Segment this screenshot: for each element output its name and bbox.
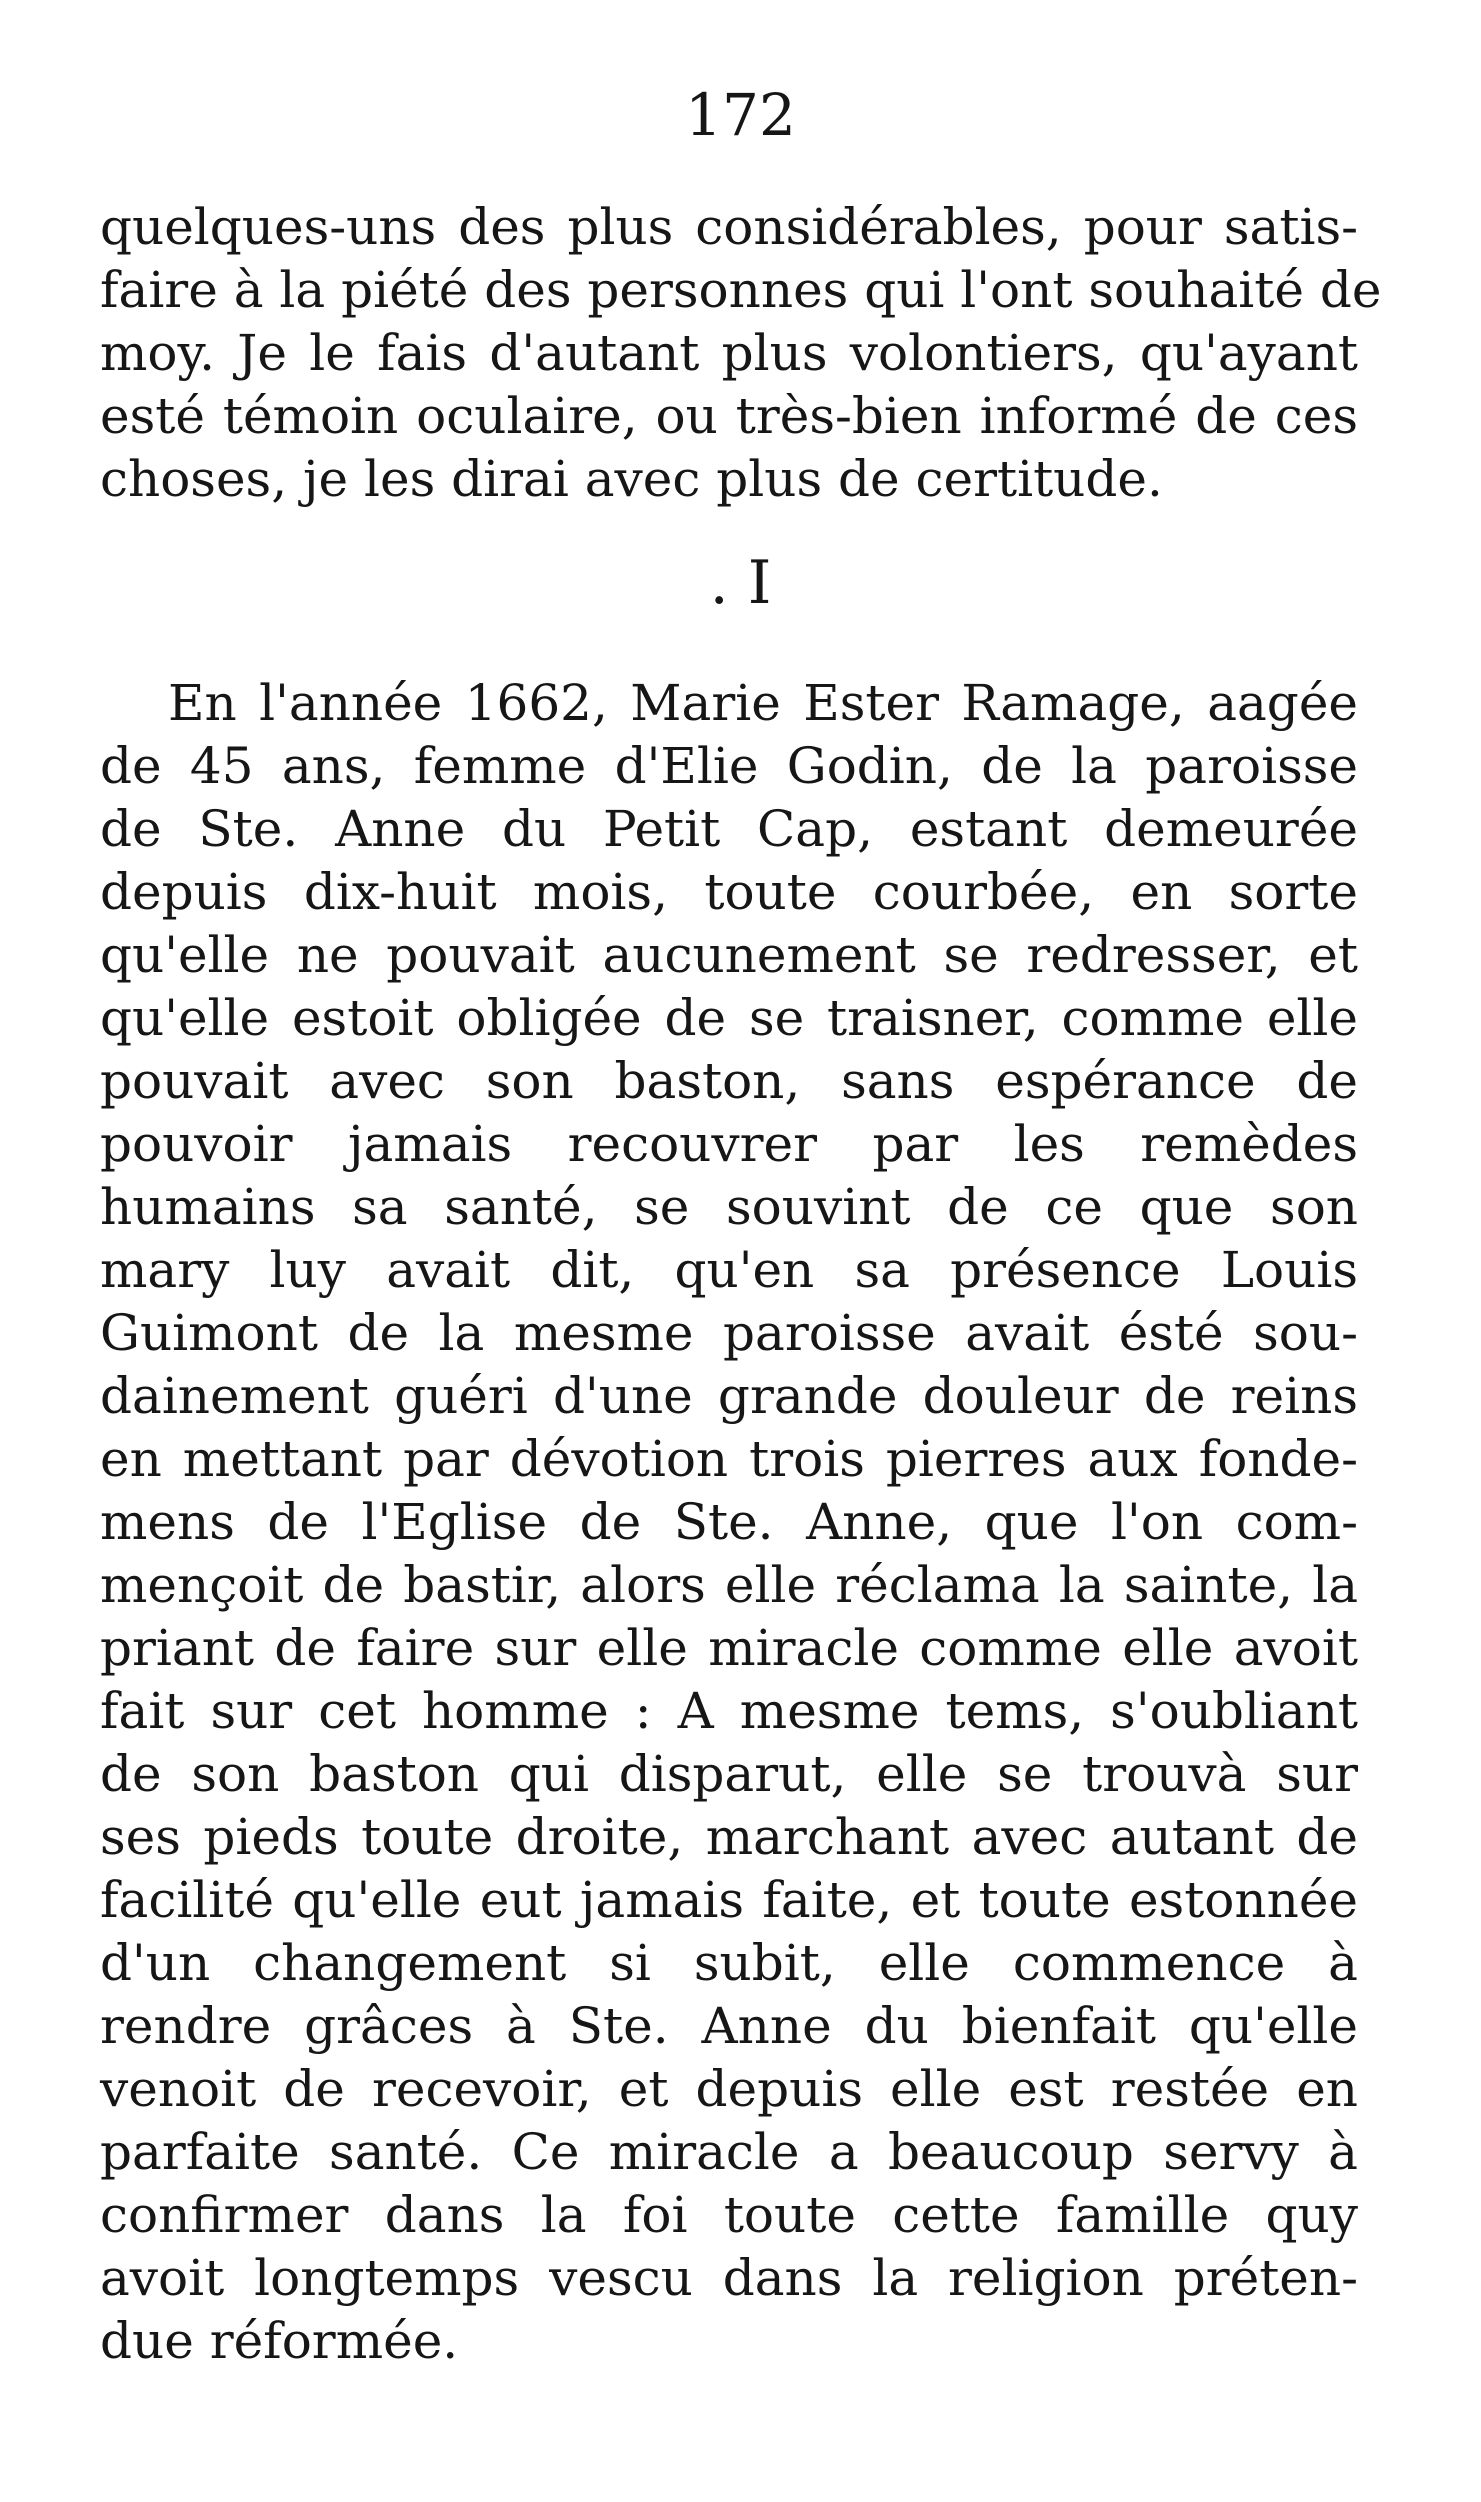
- text-line: pouvait avec son baston, sans espérance de: [100, 1052, 1358, 1110]
- text-line: En l'année 1662, Marie Ester Ramage, aagée: [168, 674, 1358, 732]
- text-line: priant de faire sur elle miracle comme elle avoit: [100, 1619, 1358, 1677]
- text-line: venoit de recevoir, et depuis elle est restée en: [100, 2060, 1358, 2118]
- text-line: avoit longtemps vescu dans la religion préten-: [100, 2249, 1358, 2307]
- text-line: parfaite santé. Ce miracle a beaucoup servy à: [100, 2123, 1358, 2181]
- text-line: mençoit de bastir, alors elle réclama la sainte, la: [100, 1556, 1358, 1614]
- text-line: de 45 ans, femme d'Elie Godin, de la paroisse: [100, 737, 1358, 795]
- text-line: depuis dix-huit mois, toute courbée, en sorte: [100, 863, 1358, 921]
- text-line: moy. Je le fais d'autant plus volontiers, qu'ayant: [100, 324, 1358, 382]
- body-paragraph: [100, 672, 1358, 2373]
- text-line: due réformée.: [100, 2312, 459, 2370]
- text-line: en mettant par dévotion trois pierres aux fonde-: [100, 1430, 1358, 1488]
- text-line: dainement guéri d'une grande douleur de reins: [100, 1367, 1358, 1425]
- text-line: quelques-uns des plus considérables, pour satis-: [100, 198, 1358, 256]
- text-line: choses, je les dirai avec plus de certitude.: [100, 450, 1163, 508]
- text-line: mary luy avait dit, qu'en sa présence Louis: [100, 1241, 1358, 1299]
- text-line: pouvoir jamais recouvrer par les remèdes: [100, 1115, 1358, 1173]
- text-line: Guimont de la mesme paroisse avait ésté sou-: [100, 1304, 1358, 1362]
- text-line: facilité qu'elle eut jamais faite, et toute estonnée: [100, 1871, 1358, 1929]
- intro-paragraph: [100, 196, 1382, 511]
- text-line: de son baston qui disparut, elle se trouvà sur: [100, 1745, 1358, 1803]
- text-line: mens de l'Eglise de Ste. Anne, que l'on com-: [100, 1493, 1358, 1551]
- text-line: qu'elle ne pouvait aucunement se redresser, et: [100, 926, 1358, 984]
- text-line: d'un changement si subit, elle commence à: [100, 1934, 1358, 1992]
- text-line: de Ste. Anne du Petit Cap, estant demeurée: [100, 800, 1358, 858]
- page-number: 172: [685, 81, 796, 149]
- text-line: fait sur cet homme : A mesme tems, s'oubliant: [100, 1682, 1358, 1740]
- text-line: ses pieds toute droite, marchant avec autant de: [100, 1808, 1358, 1866]
- text-line: humains sa santé, se souvint de ce que son: [100, 1178, 1358, 1236]
- text-line: rendre grâces à Ste. Anne du bienfait qu'elle: [100, 1997, 1358, 2055]
- text-line: confirmer dans la foi toute cette famille quy: [100, 2186, 1358, 2244]
- text-line: esté témoin oculaire, ou très-bien informé de ces: [100, 387, 1358, 445]
- text-line: faire à la piété des personnes qui l'ont souhaité de: [100, 261, 1382, 319]
- section-heading: . I: [709, 548, 772, 618]
- text-line: qu'elle estoit obligée de se traisner, comme elle: [100, 989, 1358, 1047]
